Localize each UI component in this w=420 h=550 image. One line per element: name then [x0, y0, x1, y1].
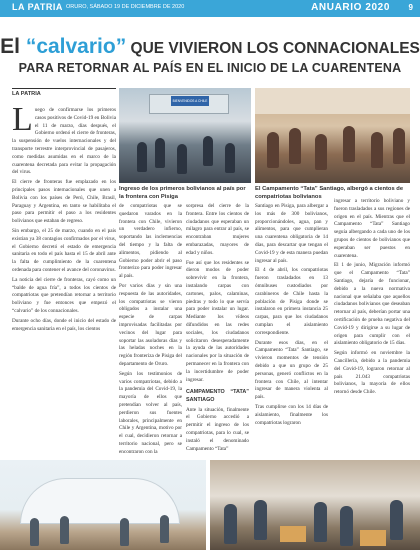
- paragraph: de compatriotas que se quedaron varados en la frontera con Chile, vivieron un verdadero infierno, soportando las inclemencias del tiempo y la falta de alimentos, pidiendo al Gobierno poder abrir el paso fronterizo para poder ingresar al país.: [119, 203, 182, 280]
- headline-highlight: “calvario”: [25, 35, 127, 58]
- dateline: ORURO, SÁBADO 19 DE DICIEMBRE DE 2020: [66, 4, 185, 10]
- photo-person: [314, 502, 327, 542]
- photo-person: [224, 504, 237, 544]
- photo-arch-tent: [20, 478, 180, 524]
- photo-caption-1: Ingreso de los primeros bolivianos al país por la frontera con Pisiga: [119, 186, 246, 200]
- paragraph: ingresar a territorio boliviano y fueron trasladados a sus regiones de origen en el país. Mientras que el Campamento “Tata” Santiago seguía albergando a cada uno de los grupos de cientos de bolivianos que esperaban ser puestos en cuarentena.: [334, 198, 410, 259]
- paragraph: Según informó en noviembre la Cancillería, debido a la pandemia del Covid-19, lograron retornar al país 21.043 compatriotas bolivianos, la mayoría de ellos retornó desde Chile.: [334, 350, 410, 396]
- photo-person: [315, 134, 327, 170]
- newspaper-logo: LA PATRIA: [12, 2, 63, 12]
- photo-person: [177, 144, 187, 174]
- photo-sign: [171, 96, 209, 106]
- article-column-3: [186, 203, 249, 453]
- paragraph: Luego de confirmarse los primeros casos positivos de Covid-19 en Bolivia el 11 de marzo, días después, el Gobierno ordenó el cierre de fronteras, la suspensión de vuelos internacionales y del transporte terrestre interprovincial de pasajeros, como medidas asumidas en el marco de la cuarentena decretada para evitar la propagación del virus.: [12, 101, 116, 176]
- photo-person: [254, 500, 267, 540]
- paragraph: Por varios días y sin una respuesta de las autoridades, los compatriotas se vieron obligados a instalar una especie de carpas improvisadas facilitadas por vecinos del lugar para soportar las asoladoras días y las heladas noches en la región fronteriza de Pisiga del departamento de Oruro.: [119, 282, 182, 367]
- page-number: 9: [408, 3, 413, 12]
- headline: [0, 34, 420, 76]
- photo-travelers: [210, 460, 420, 550]
- photo-person: [60, 516, 69, 544]
- photo-person: [120, 518, 129, 546]
- photo-person: [225, 143, 235, 173]
- paragraph: El 1 de junio, Migración informó que el Campamento “Tata” Santiago, dejaría de funcionar, debido a la nueva normativa nacional que señalaba que aquellos ciudadanos bolivianos que deseaban retornar al país, deberían portar una certificación de prueba negativa del Covid-19 y dirigirse a su lugar de origen para cumplir con el aislamiento obligatorio de 15 días.: [334, 262, 410, 347]
- paragraph: Durante ocho días, donde el inicio del estado de emergencia sanitaria en el país, los cientos: [12, 317, 116, 332]
- paragraph: Tras cumplirse con los 14 días de aislamiento, finalmente los compatriotas lograron: [255, 403, 328, 426]
- headline-prefix: El: [0, 35, 26, 58]
- photo-person: [30, 518, 39, 546]
- photo-person: [155, 138, 165, 168]
- paragraph: El 4 de abril, los compatriotas fueron trasladados en 13 ómnibuses custodiados por carabineros de Chile hasta la población de Pisiga donde se instalaron en primera instancia 25 carpas, para que los ciudadanos cumplan el aislamiento correspondiente.: [255, 267, 328, 336]
- paragraph: Fue así que los residentes se dieron modos de poder sobrevivir en la frontera, instalando carpas con cartones, palos, calaminas, piedras y todo lo que servía para poder instalar un lugar. Mediante los vídeos difundidos en las redes sociales, los ciudadanos solicitaron desesperadamente la ayuda de las autoridades nacionales por la situación de permanecer en la frontera con la incertidumbre de poder ingresar.: [186, 259, 249, 383]
- column-spacer: [334, 88, 410, 198]
- article-column-5: [334, 88, 410, 451]
- headline-line-2: PARA RETORNAR AL PAÍS EN EL INICIO DE LA CUARENTENA: [18, 61, 402, 76]
- section-title: ANUARIO 2020: [311, 2, 390, 13]
- masthead-bar: [0, 0, 420, 17]
- photo-luggage: [360, 530, 386, 546]
- headline-rest: QUE VIVIERON LOS CONNACIONALES: [126, 40, 420, 57]
- photo-luggage: [280, 526, 306, 542]
- photo-tents-border: [0, 460, 206, 550]
- subheading: CAMPAMENTO “TATA” SANTIAGO: [186, 389, 249, 404]
- paragraph: Ante la situación, finalmente el Gobierno accedió a permitir el ingreso de los compatriotas, para lo cual, se instaló el denominado Campamento “Tata”: [186, 406, 249, 452]
- photo-border-crossing: [119, 88, 251, 183]
- paragraph: Santiago en Pisiga, para albergar a los más de 300 bolivianos, proporcionándoles, agua, pan y alimentos, para que cumplieran una cuarentena obligatoria de 14 días, para descartar que tengan el Covid-19 y de esta manera puedan ingresar al país.: [255, 203, 328, 264]
- photo-person: [203, 136, 213, 166]
- paragraph: Sin embargo, el 25 de marzo, cuando en el país existían ya 38 contagios confirmados por el virus, el Gobierno decretó el estado de emergencia sanitaria en todo el país hasta el 15 de abril ante la falta de cumplimiento de la cuarentena ordenada para contener el avance del coronavirus.: [12, 227, 116, 273]
- paragraph: sorpresa del cierre de la frontera. Entre los cientos de ciudadanos que esperaban un milagro para entrar al país, se encontraban mujeres embarazadas, mayores de edad y niños.: [186, 203, 249, 256]
- photo-person: [137, 142, 147, 172]
- photo-caption-2: El Campamento “Tata” Santiago, albergó a cientos de compatriotas bolivianos: [255, 186, 404, 200]
- kicker: LA PATRIA: [12, 88, 116, 97]
- paragraph: El cierre de fronteras fue emplazado en los principales pasos internacionales que unen a Bolivia con los países de Perú, Chile, Brasil, Paraguay y Argentina, en tanto se habilitaba el paso para permitir el paso a los residentes bolivianos que estaban de regreso.: [12, 179, 116, 225]
- article-column-1: [12, 88, 116, 448]
- photo-sign-text: BIENVENIDOS A CHILE: [172, 99, 208, 103]
- paragraph: Según los testimonios de varios compatriotas, debido a la pandemia del Covid-19, la mayoría de ellos que pretendían volver al país, perdieron sus fuentes laborales, principalmente en Chile y Argentina, motivo por el cual, decidieron retornar a territorio nacional, pero se encontraron con la: [119, 370, 182, 453]
- photo-person: [289, 128, 301, 164]
- headline-line-1: [0, 34, 420, 59]
- article-column-4: [255, 203, 328, 453]
- photo-person: [340, 506, 353, 546]
- photo-person: [160, 515, 169, 543]
- photo-person: [267, 132, 279, 168]
- paragraph: Durante esos días, en el Campamento “Tata” Santiago, se vivieron momentos de tensión debido a que un grupo de 25 personas, generó conflictos en la frontera con Chile, al intentar ingresar de manera violenta al país.: [255, 339, 328, 401]
- paragraph: La noticia del cierre de fronteras, cayó como un “balde de agua fría”, a todos los cientos de compatriotas que pretendían retornar a territorio boliviano y fue entonces que empezó el “calvario” de los connacionales.: [12, 276, 116, 314]
- drop-cap: L: [12, 101, 33, 138]
- article-column-2: [119, 203, 182, 453]
- photo-person: [390, 500, 403, 540]
